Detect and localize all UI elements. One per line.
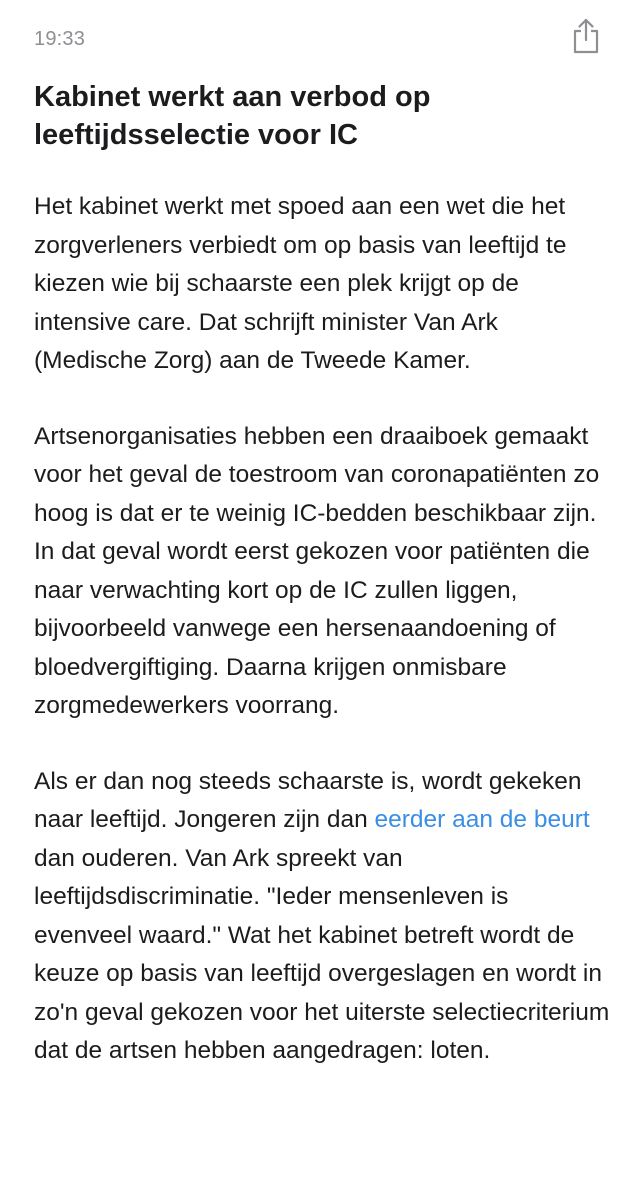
article-title: Kabinet werkt aan verbod op leeftijdsselectie voor IC bbox=[34, 81, 431, 151]
time-label: 19:33 bbox=[34, 28, 86, 50]
paragraph-3-text-after-link: dan ouderen. Van Ark spreekt van leeftijdsdiscriminatie. "Ieder mensenleven is evenveel waard." Wat het kabinet betreft wordt de keuze op basis van leeftijd overgeslagen en wordt in zo'n geval gekozen voor het uiterste selectiecriterium dat de artsen hebben aangedragen: loten. bbox=[34, 844, 610, 1064]
paragraph-3-text-before-link: Als er dan nog steeds schaarste is, wordt gekeken naar leeftijd. Jongeren zijn dan bbox=[34, 767, 582, 833]
article-paragraph-2: Artsenorganisaties hebben een draaiboek gemaakt voor het geval de toestroom van coronapatiënten zo hoog is dat er te weinig IC-bedden beschikbaar zijn. In dat geval wordt eerst gekozen voor patiënten die naar verwachting kort op de IC zullen liggen, bijvoorbeeld vanwege een hersenaandoening of bloedvergiftiging. Daarna krijgen onmisbare zorgmedewerkers voorrang. bbox=[34, 422, 600, 719]
article bbox=[34, 78, 610, 1071]
eerder-aan-de-beurt-link[interactable]: eerder aan de beurt bbox=[374, 806, 590, 833]
top-bar bbox=[0, 0, 634, 80]
article-paragraph-1: Het kabinet werkt met spoed aan een wet die het zorgverleners verbiedt om op basis van leeftijd te kiezen wie bij schaarste een plek krijgt op de intensive care. Dat schrijft minister Van Ark (Medische Zorg) aan de Tweede Kamer. bbox=[34, 193, 567, 374]
share-icon bbox=[571, 18, 601, 54]
article-paragraph-3 bbox=[34, 763, 610, 1071]
share-button[interactable] bbox=[566, 16, 606, 56]
